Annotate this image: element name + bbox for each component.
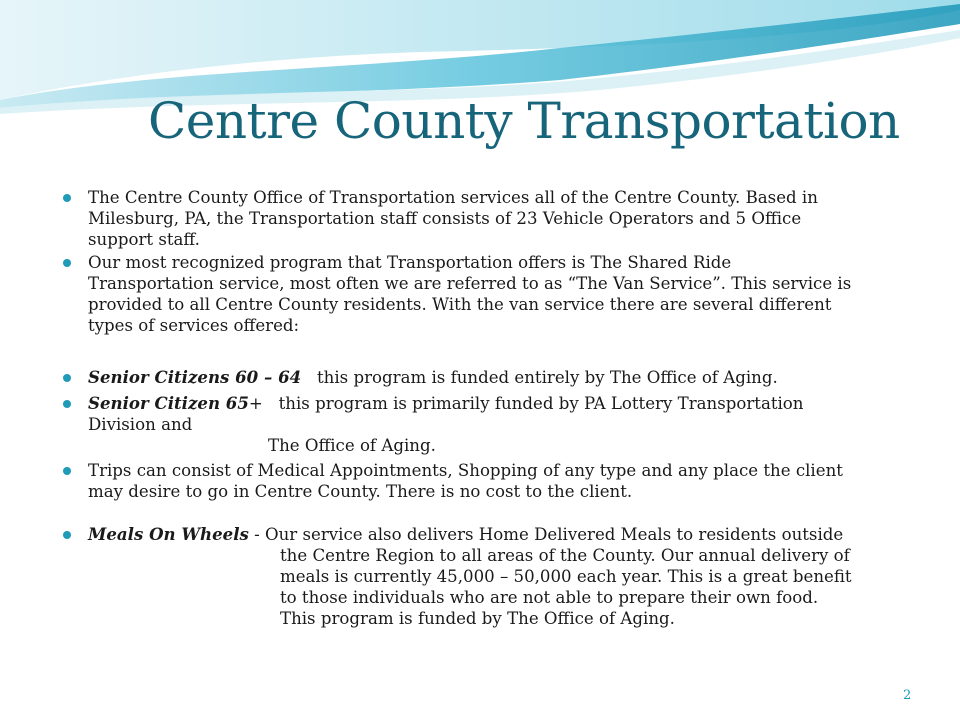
text-line: Division and — [88, 415, 193, 434]
program-label: Senior Citizens 60 – 64 — [88, 367, 302, 387]
text-line: provided to all Centre County residents. With the van service there are several different — [88, 295, 832, 314]
text-line: The Office of Aging. — [268, 436, 436, 455]
text-line: Transportation service, most often we are referred to as “The Van Service”. This service is — [88, 274, 852, 293]
text-line: meals is currently 45,000 – 50,000 each year. This is a great benefit — [280, 567, 852, 586]
bullet-icon — [63, 531, 71, 539]
bullet-shared-ride — [88, 252, 851, 336]
text-line: Our most recognized program that Transportation offers is The Shared Ride — [88, 253, 732, 272]
bullet-trips — [88, 460, 843, 502]
program-description: - Our service also delivers Home Delivered Meals to residents outside — [248, 525, 844, 544]
program-description: + this program is primarily funded by PA Lottery Transportation — [248, 394, 804, 413]
bullet-icon — [63, 467, 71, 475]
bullet-meals-on-wheels — [88, 524, 852, 629]
text-line: types of services offered: — [88, 316, 300, 335]
text-line: Trips can consist of Medical Appointments, Shopping of any type and any place the client — [88, 461, 843, 480]
text-line: This program is funded by The Office of Aging. — [280, 609, 675, 628]
bullet-staff-overview — [88, 187, 818, 250]
text-line: support staff. — [88, 230, 200, 249]
text-line: may desire to go in Centre County. There is no cost to the client. — [88, 482, 633, 501]
slide-title: Centre County Transportation — [148, 92, 900, 150]
bullet-icon — [63, 400, 71, 408]
program-label: Meals On Wheels — [88, 524, 249, 544]
bullet-icon — [63, 374, 71, 382]
text-line: the Centre Region to all areas of the County. Our annual delivery of — [280, 546, 850, 565]
bullet-senior-65 — [88, 393, 803, 456]
program-description: this program is funded entirely by The Office of Aging. — [301, 368, 778, 387]
program-label: Senior Citizen 65 — [88, 393, 249, 413]
bullet-icon — [63, 194, 71, 202]
text-line: to those individuals who are not able to prepare their own food. — [280, 588, 819, 607]
bullet-icon — [63, 259, 71, 267]
bullet-senior-60-64 — [88, 367, 778, 388]
page-number: 2 — [903, 688, 912, 703]
text-line: Milesburg, PA, the Transportation staff consists of 23 Vehicle Operators and 5 Office — [88, 209, 802, 228]
text-line: The Centre County Office of Transportation services all of the Centre County. Based in — [88, 188, 818, 207]
